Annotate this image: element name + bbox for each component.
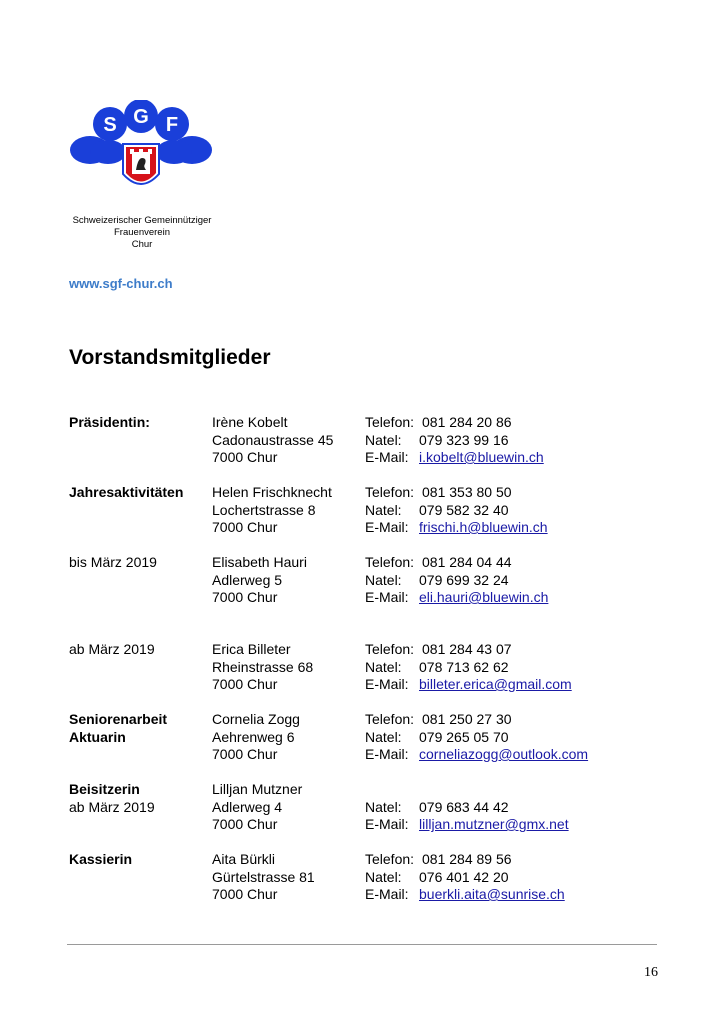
natel-value: 078 713 62 62: [419, 658, 509, 675]
telefon-value: 081 353 80 50: [422, 484, 512, 500]
member-city: 7000 Chur: [212, 589, 278, 605]
logo-letter-f: F: [165, 114, 179, 136]
member-city: 7000 Chur: [212, 676, 278, 692]
email-label: E-Mail:: [365, 449, 409, 465]
email-label: E-Mail:: [365, 676, 409, 692]
email-link[interactable]: billeter.erica@gmail.com: [419, 676, 572, 692]
page-number: 16: [644, 965, 658, 980]
member-name: Cornelia Zogg: [212, 711, 300, 727]
telefon-value: 081 284 20 86: [422, 414, 512, 430]
member-role: ab März 2019: [69, 798, 155, 815]
member-street: Lochertstrasse 8: [212, 501, 316, 518]
member-role: Jahresaktivitäten: [69, 484, 184, 500]
telefon-label: Telefon:: [365, 851, 415, 867]
email-label: E-Mail:: [365, 886, 409, 902]
natel-value: 079 582 32 40: [419, 501, 509, 518]
email-label: E-Mail:: [365, 746, 409, 762]
member-name: Helen Frischknecht: [212, 484, 332, 500]
member-city: 7000 Chur: [212, 886, 278, 902]
natel-label: Natel:: [365, 728, 402, 745]
member-role: Kassierin: [69, 851, 133, 867]
member-street: Rheinstrasse 68: [212, 658, 314, 675]
footer-divider: [67, 944, 657, 945]
natel-label: Natel:: [365, 798, 402, 815]
org-name-line: Schweizerischer Gemeinnütziger: [72, 215, 212, 226]
natel-label: Natel:: [365, 501, 402, 518]
member-street: Gürtelstrasse 81: [212, 868, 315, 885]
member-name: Erica Billeter: [212, 641, 291, 657]
page-title: Vorstandsmitglieder: [69, 346, 271, 369]
member-city: 7000 Chur: [212, 816, 278, 832]
natel-value: 079 265 05 70: [419, 728, 509, 745]
member-street: Cadonaustrasse 45: [212, 431, 334, 448]
telefon-label: Telefon:: [365, 554, 415, 570]
organization-name: [66, 215, 218, 251]
logo-letter-g: G: [133, 106, 149, 128]
email-link[interactable]: buerkli.aita@sunrise.ch: [419, 886, 565, 902]
natel-value: 079 683 44 42: [419, 798, 509, 815]
member-role: ab März 2019: [69, 641, 155, 657]
sgf-logo: [68, 100, 214, 196]
telefon-label: Telefon:: [365, 641, 415, 657]
org-name-line: Chur: [131, 239, 153, 250]
member-role: Beisitzerin: [69, 781, 140, 797]
member-city: 7000 Chur: [212, 519, 278, 535]
email-link[interactable]: eli.hauri@bluewin.ch: [419, 589, 549, 605]
email-label: E-Mail:: [365, 519, 409, 535]
member-city: 7000 Chur: [212, 746, 278, 762]
member-street: Adlerweg 4: [212, 798, 283, 815]
email-link[interactable]: i.kobelt@bluewin.ch: [419, 449, 544, 465]
email-label: E-Mail:: [365, 816, 409, 832]
natel-label: Natel:: [365, 431, 402, 448]
natel-value: 076 401 42 20: [419, 868, 509, 885]
telefon-value: 081 284 43 07: [422, 641, 512, 657]
telefon-label: Telefon:: [365, 484, 415, 500]
member-role: Präsidentin:: [69, 414, 150, 430]
natel-label: Natel:: [365, 868, 402, 885]
member-role: bis März 2019: [69, 554, 157, 570]
email-link[interactable]: corneliazogg@outlook.com: [419, 746, 589, 762]
email-label: E-Mail:: [365, 589, 409, 605]
member-city: 7000 Chur: [212, 449, 278, 465]
member-role: Aktuarin: [69, 728, 126, 745]
telefon-value: 081 250 27 30: [422, 711, 512, 727]
telefon-value: 081 284 04 44: [422, 554, 512, 570]
website-link[interactable]: www.sgf-chur.ch: [69, 276, 173, 291]
email-link[interactable]: lilljan.mutzner@gmx.net: [419, 816, 569, 832]
telefon-label: Telefon:: [365, 711, 415, 727]
natel-value: 079 323 99 16: [419, 431, 509, 448]
telefon-value: 081 284 89 56: [422, 851, 512, 867]
natel-label: Natel:: [365, 658, 402, 675]
telefon-label: Telefon:: [365, 414, 415, 430]
member-name: Irène Kobelt: [212, 414, 288, 430]
member-street: Adlerweg 5: [212, 571, 283, 588]
natel-value: 079 699 32 24: [419, 571, 509, 588]
logo-letter-s: S: [103, 114, 117, 136]
member-street: Aehrenweg 6: [212, 728, 295, 745]
email-link[interactable]: frischi.h@bluewin.ch: [419, 519, 548, 535]
member-name: Aita Bürkli: [212, 851, 276, 867]
org-name-line: Frauenverein: [114, 227, 170, 238]
member-name: Lilljan Mutzner: [212, 781, 303, 797]
natel-label: Natel:: [365, 571, 402, 588]
member-role: Seniorenarbeit: [69, 711, 168, 727]
member-name: Elisabeth Hauri: [212, 554, 307, 570]
